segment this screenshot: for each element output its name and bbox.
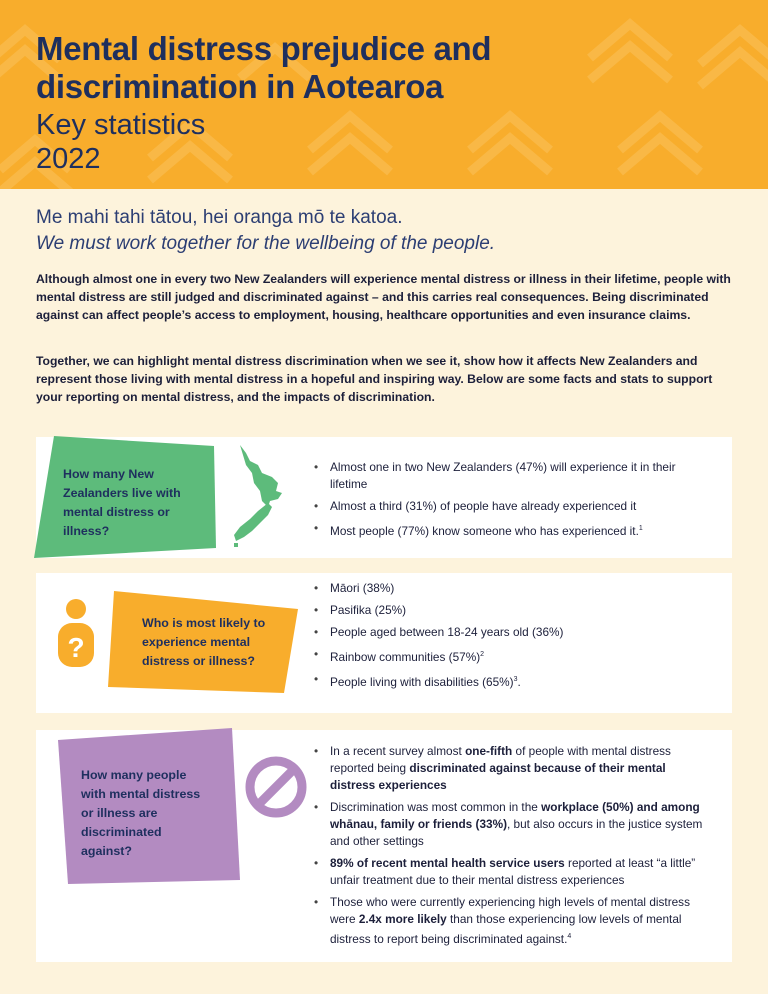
bullet-text: . [517, 674, 521, 689]
prohibited-icon [241, 752, 311, 822]
bullet-text: of people with mental distress reported being [330, 744, 671, 775]
stat-bullet [312, 743, 712, 794]
bullets-prevalence [312, 459, 712, 545]
bullet-emphasis: 2.4x more likely [358, 912, 447, 926]
bullet-text: , but also occurs in the justice system and other settings [330, 817, 703, 848]
bullet-text: Pasifika (25%) [330, 603, 407, 617]
footnote-ref: 1 [638, 525, 643, 532]
stat-bullet [312, 646, 712, 666]
header-banner [0, 0, 768, 189]
stat-card-who [36, 573, 732, 713]
title-line-2: discrimination in Aotearoa [36, 68, 444, 105]
stat-bullet [312, 799, 712, 850]
bullet-emphasis: one-fifth [465, 744, 513, 758]
bullet-text: Most people (77%) know someone who has experienced it. [330, 523, 639, 538]
bullet-text: In a recent survey almost [330, 744, 466, 758]
stat-bullet [312, 602, 712, 619]
intro-paragraph-1: Although almost one in every two New Zealanders will experience mental distress or illness in their lifetime, people with mental distress are still judged and discriminated against – and this carries real consequences. Being discriminated against can affect people’s access to employment, housing, healthcare opportunities and even insurance claims. [36, 272, 731, 322]
bullet-emphasis: 89% of recent mental health service users [330, 856, 565, 870]
bullets-who [312, 580, 712, 696]
bullet-text: Rainbow communities (57%) [330, 649, 481, 664]
bullet-emphasis: workplace (50%) and among whānau, family or friends (33%) [330, 800, 700, 831]
bullet-text: People living with disabilities (65%) [330, 674, 514, 689]
footnote-ref: 3 [513, 675, 518, 683]
question-discrimination: How many people with mental distress or illness are discriminated against? [81, 768, 201, 858]
bullets-discrimination [312, 743, 712, 953]
bullet-text: People aged between 18-24 years old (36%) [330, 625, 564, 639]
stat-bullet [312, 855, 712, 889]
stat-card-prevalence [36, 437, 732, 558]
bullet-text: Those who were currently experiencing high levels of mental distress were [330, 895, 690, 926]
stat-bullet [312, 498, 712, 515]
title-line-1: Mental distress prejudice and [36, 30, 492, 67]
stat-bullet [312, 459, 712, 493]
english-proverb: We must work together for the wellbeing of the people. [36, 233, 496, 254]
bullet-emphasis: discriminated against because of their mental distress experiences [330, 761, 666, 792]
person-question-icon [56, 599, 96, 669]
question-prevalence: How many New Zealanders live with mental distress or illness? [63, 467, 181, 538]
bullet-text: Discrimination was most common in the [330, 800, 542, 814]
bullet-text: Almost one in two New Zealanders (47%) will experience it in their lifetime [330, 460, 676, 491]
bullet-text: reported at least “a little” unfair treatment due to their mental distress experiences [330, 856, 696, 887]
stat-bullet [312, 624, 712, 641]
bullet-text: Almost a third (31%) of people have already experienced it [330, 499, 637, 513]
footnote-ref: 4 [567, 933, 572, 940]
footnote-ref: 2 [480, 651, 485, 658]
new-zealand-map-icon [232, 443, 302, 553]
bullet-text: than those experiencing low levels of mental distress to report being discriminated against. [330, 912, 682, 946]
stat-bullet [312, 520, 712, 540]
page-title [36, 30, 491, 106]
stat-card-discrimination [36, 730, 732, 962]
svg-text:?: ? [67, 632, 85, 663]
page-subtitle: Key statistics [36, 109, 206, 141]
maori-proverb: Me mahi tahi tātou, hei oranga mō te katoa. [36, 207, 403, 228]
stat-bullet [312, 894, 712, 948]
bullet-text: Māori (38%) [330, 581, 395, 595]
stat-bullet [312, 671, 712, 691]
page-year: 2022 [36, 143, 101, 175]
question-who: Who is most likely to experience mental distress or illness? [142, 616, 266, 668]
intro-paragraph-2: Together, we can highlight mental distress discrimination when we see it, show how it affects New Zealanders and represent those living with mental distress in a hopeful and inspiring way. Below are some facts and stats to support your reporting on mental distress, and the impacts of discrimination. [36, 354, 713, 404]
stat-bullet [312, 580, 712, 597]
